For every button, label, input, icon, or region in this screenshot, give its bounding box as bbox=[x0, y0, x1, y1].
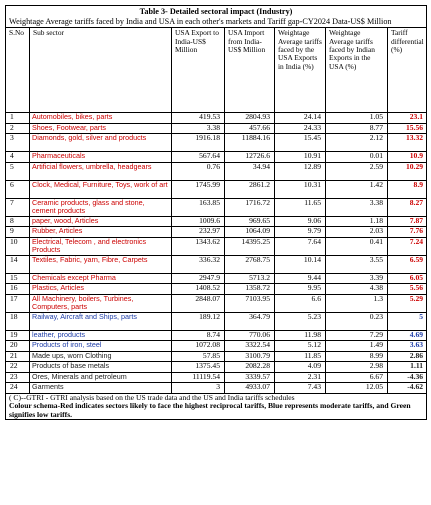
row-usa-export: 1916.18 bbox=[172, 134, 225, 152]
row-tariff-on-indian-exports: 3.39 bbox=[326, 273, 388, 284]
row-tariff-on-usa-exports: 2.31 bbox=[275, 372, 326, 383]
row-tariff-on-indian-exports: 2.03 bbox=[326, 227, 388, 238]
row-usa-import: 5713.2 bbox=[225, 273, 275, 284]
row-tariff-on-indian-exports: 0.23 bbox=[326, 312, 388, 330]
row-usa-import: 2768.75 bbox=[225, 255, 275, 273]
row-tariff-differential: 10.29 bbox=[388, 162, 427, 180]
row-sno: 14 bbox=[6, 255, 30, 273]
row-tariff-differential: 13.32 bbox=[388, 134, 427, 152]
row-usa-export: 3 bbox=[172, 383, 225, 394]
row-sub-sector: Made ups, worn Clothing bbox=[30, 351, 172, 362]
row-tariff-on-usa-exports: 24.14 bbox=[275, 113, 326, 124]
row-sno: 3 bbox=[6, 134, 30, 152]
table-row bbox=[6, 330, 427, 341]
row-tariff-differential: 5 bbox=[388, 312, 427, 330]
row-tariff-on-usa-exports: 12.89 bbox=[275, 162, 326, 180]
row-tariff-on-indian-exports: 8.99 bbox=[326, 351, 388, 362]
row-tariff-on-usa-exports: 9.79 bbox=[275, 227, 326, 238]
table-row bbox=[6, 383, 427, 394]
row-tariff-on-usa-exports: 10.31 bbox=[275, 180, 326, 198]
row-sno: 24 bbox=[6, 383, 30, 394]
row-sno: 5 bbox=[6, 162, 30, 180]
row-usa-import: 1716.72 bbox=[225, 198, 275, 216]
table-row bbox=[6, 152, 427, 163]
row-tariff-on-indian-exports: 2.98 bbox=[326, 362, 388, 373]
row-usa-export: 0.76 bbox=[172, 162, 225, 180]
row-sno: 15 bbox=[6, 273, 30, 284]
row-tariff-on-usa-exports: 10.14 bbox=[275, 255, 326, 273]
caption-row bbox=[6, 6, 427, 28]
row-sno: 1 bbox=[6, 113, 30, 124]
row-usa-export: 336.32 bbox=[172, 255, 225, 273]
row-usa-import: 2861.2 bbox=[225, 180, 275, 198]
row-tariff-differential: 2.86 bbox=[388, 351, 427, 362]
row-tariff-differential: 10.9 bbox=[388, 152, 427, 163]
table-row bbox=[6, 113, 427, 124]
sectoral-impact-table bbox=[5, 5, 427, 420]
row-tariff-on-usa-exports: 24.33 bbox=[275, 123, 326, 134]
row-tariff-on-indian-exports: 4.38 bbox=[326, 284, 388, 295]
row-tariff-on-usa-exports: 9.95 bbox=[275, 284, 326, 295]
row-usa-export: 419.53 bbox=[172, 113, 225, 124]
row-tariff-differential: 6.59 bbox=[388, 255, 427, 273]
row-tariff-on-usa-exports: 7.43 bbox=[275, 383, 326, 394]
row-sno: 21 bbox=[6, 351, 30, 362]
row-usa-export: 163.85 bbox=[172, 198, 225, 216]
header-tariff-indian-exports: Weightage Average tariffs faced by Indian Exports in the USA (%) bbox=[326, 28, 388, 113]
row-sub-sector: Rubber, Articles bbox=[30, 227, 172, 238]
row-tariff-differential: 7.24 bbox=[388, 237, 427, 255]
table-row bbox=[6, 351, 427, 362]
row-sub-sector: Clock, Medical, Furniture, Toys, work of art bbox=[30, 180, 172, 198]
row-sub-sector: All Machinery, boilers, Turbines, Computers, parts bbox=[30, 294, 172, 312]
row-sno: 4 bbox=[6, 152, 30, 163]
row-tariff-differential: 15.56 bbox=[388, 123, 427, 134]
row-tariff-on-indian-exports: 3.38 bbox=[326, 198, 388, 216]
row-usa-export: 189.12 bbox=[172, 312, 225, 330]
row-usa-import: 34.94 bbox=[225, 162, 275, 180]
row-usa-export: 11119.54 bbox=[172, 372, 225, 383]
table-caption bbox=[6, 6, 427, 28]
table-row bbox=[6, 372, 427, 383]
row-usa-import: 1358.72 bbox=[225, 284, 275, 295]
row-sub-sector: Chemicals except Pharma bbox=[30, 273, 172, 284]
row-usa-import: 969.65 bbox=[225, 216, 275, 227]
row-sub-sector: Products of iron, steel bbox=[30, 341, 172, 352]
footnote-row bbox=[6, 393, 427, 420]
row-tariff-on-indian-exports: 8.77 bbox=[326, 123, 388, 134]
row-sub-sector: Electrical, Telecom , and electronics Products bbox=[30, 237, 172, 255]
row-sno: 6 bbox=[6, 180, 30, 198]
row-usa-export: 567.64 bbox=[172, 152, 225, 163]
row-sub-sector: Textiles, Fabric, yarn, Fibre, Carpets bbox=[30, 255, 172, 273]
row-sub-sector: paper, wood, Articles bbox=[30, 216, 172, 227]
table-row bbox=[6, 134, 427, 152]
header-tariff-usa-exports: Weightage Average tariffs faced by the USA Exports in India (%) bbox=[275, 28, 326, 113]
row-tariff-differential: 7.87 bbox=[388, 216, 427, 227]
row-tariff-on-indian-exports: 6.67 bbox=[326, 372, 388, 383]
row-usa-export: 1343.62 bbox=[172, 237, 225, 255]
footnote-cell bbox=[6, 393, 427, 420]
row-tariff-on-indian-exports: 1.05 bbox=[326, 113, 388, 124]
row-tariff-on-indian-exports: 2.59 bbox=[326, 162, 388, 180]
row-usa-import: 7103.95 bbox=[225, 294, 275, 312]
header-row bbox=[6, 28, 427, 113]
row-usa-import: 2804.93 bbox=[225, 113, 275, 124]
row-tariff-on-usa-exports: 9.06 bbox=[275, 216, 326, 227]
row-usa-import: 1064.09 bbox=[225, 227, 275, 238]
row-usa-import: 3339.57 bbox=[225, 372, 275, 383]
header-usa-export: USA Export to India-US$ Million bbox=[172, 28, 225, 113]
header-sno: S.No bbox=[6, 28, 30, 113]
row-sub-sector: leather, products bbox=[30, 330, 172, 341]
row-tariff-on-indian-exports: 12.05 bbox=[326, 383, 388, 394]
colour-schema-note: Colour schema-Red indicates sectors likely to face the highest reciprocal tariffs, Blue represents moderate tariffs, and Green signifies low tariffs. bbox=[9, 401, 411, 419]
row-tariff-differential: 3.63 bbox=[388, 341, 427, 352]
row-sno: 17 bbox=[6, 294, 30, 312]
row-sno: 9 bbox=[6, 227, 30, 238]
row-sno: 19 bbox=[6, 330, 30, 341]
row-usa-export: 3.38 bbox=[172, 123, 225, 134]
row-usa-export: 57.85 bbox=[172, 351, 225, 362]
table-row bbox=[6, 273, 427, 284]
row-tariff-on-usa-exports: 5.23 bbox=[275, 312, 326, 330]
row-sub-sector: Plastics, Articles bbox=[30, 284, 172, 295]
row-tariff-on-indian-exports: 1.49 bbox=[326, 341, 388, 352]
table-row bbox=[6, 341, 427, 352]
table-row bbox=[6, 216, 427, 227]
row-usa-import: 11884.16 bbox=[225, 134, 275, 152]
row-tariff-differential: 1.11 bbox=[388, 362, 427, 373]
table-body bbox=[6, 113, 427, 394]
row-usa-import: 12726.6 bbox=[225, 152, 275, 163]
row-tariff-on-usa-exports: 4.09 bbox=[275, 362, 326, 373]
row-tariff-on-indian-exports: 1.3 bbox=[326, 294, 388, 312]
row-tariff-differential: 5.56 bbox=[388, 284, 427, 295]
header-tariff-differential: Tariff differential (%) bbox=[388, 28, 427, 113]
row-tariff-on-usa-exports: 11.98 bbox=[275, 330, 326, 341]
row-sno: 10 bbox=[6, 237, 30, 255]
row-sno: 16 bbox=[6, 284, 30, 295]
row-usa-export: 2947.9 bbox=[172, 273, 225, 284]
row-sub-sector: Diamonds, gold, silver and products bbox=[30, 134, 172, 152]
row-sub-sector: Garments bbox=[30, 383, 172, 394]
row-sub-sector: Railway, Aircraft and Ships, parts bbox=[30, 312, 172, 330]
row-tariff-on-usa-exports: 10.91 bbox=[275, 152, 326, 163]
row-tariff-differential: -4.36 bbox=[388, 372, 427, 383]
table-row bbox=[6, 162, 427, 180]
row-tariff-differential: 23.1 bbox=[388, 113, 427, 124]
table-row bbox=[6, 180, 427, 198]
row-usa-import: 457.66 bbox=[225, 123, 275, 134]
table-row bbox=[6, 294, 427, 312]
row-sno: 7 bbox=[6, 198, 30, 216]
row-sno: 22 bbox=[6, 362, 30, 373]
header-usa-import: USA Import from India-US$ Million bbox=[225, 28, 275, 113]
row-tariff-differential: 4.69 bbox=[388, 330, 427, 341]
row-usa-export: 1375.45 bbox=[172, 362, 225, 373]
table-title: Table 3- Detailed sectoral impact (Industry) bbox=[139, 7, 293, 16]
source-note: ( C)--GTRI - GTRI analysis based on the US trade data and the US and India tariffs schedules bbox=[9, 392, 295, 402]
row-tariff-on-usa-exports: 11.85 bbox=[275, 351, 326, 362]
row-usa-export: 1009.6 bbox=[172, 216, 225, 227]
row-tariff-differential: 6.05 bbox=[388, 273, 427, 284]
row-usa-import: 770.06 bbox=[225, 330, 275, 341]
row-tariff-on-usa-exports: 7.64 bbox=[275, 237, 326, 255]
row-sub-sector: Automobiles, bikes, parts bbox=[30, 113, 172, 124]
row-tariff-on-usa-exports: 6.6 bbox=[275, 294, 326, 312]
row-sub-sector: Ceramic products, glass and stone, cement products bbox=[30, 198, 172, 216]
row-sub-sector: Pharmaceuticals bbox=[30, 152, 172, 163]
row-tariff-differential: -4.62 bbox=[388, 383, 427, 394]
row-usa-import: 3322.54 bbox=[225, 341, 275, 352]
row-sub-sector: Artificial flowers, umbrella, headgears bbox=[30, 162, 172, 180]
header-sub-sector: Sub sector bbox=[30, 28, 172, 113]
row-tariff-on-indian-exports: 7.29 bbox=[326, 330, 388, 341]
row-sno: 8 bbox=[6, 216, 30, 227]
row-sub-sector: Shoes, Footwear, parts bbox=[30, 123, 172, 134]
row-sub-sector: Ores, Minerals and petroleum bbox=[30, 372, 172, 383]
table-row bbox=[6, 312, 427, 330]
row-tariff-on-indian-exports: 3.55 bbox=[326, 255, 388, 273]
row-usa-import: 364.79 bbox=[225, 312, 275, 330]
row-tariff-differential: 8.27 bbox=[388, 198, 427, 216]
row-usa-export: 232.97 bbox=[172, 227, 225, 238]
row-usa-export: 1072.08 bbox=[172, 341, 225, 352]
table-row bbox=[6, 255, 427, 273]
row-tariff-differential: 8.9 bbox=[388, 180, 427, 198]
row-tariff-on-usa-exports: 5.12 bbox=[275, 341, 326, 352]
row-tariff-on-indian-exports: 1.18 bbox=[326, 216, 388, 227]
table-row bbox=[6, 284, 427, 295]
table-container bbox=[5, 5, 426, 420]
table-row bbox=[6, 237, 427, 255]
row-usa-export: 8.74 bbox=[172, 330, 225, 341]
row-tariff-on-usa-exports: 11.65 bbox=[275, 198, 326, 216]
row-tariff-differential: 5.29 bbox=[388, 294, 427, 312]
row-sno: 2 bbox=[6, 123, 30, 134]
row-tariff-differential: 7.76 bbox=[388, 227, 427, 238]
row-usa-export: 2848.07 bbox=[172, 294, 225, 312]
table-subtitle: Weightage Average tariffs faced by India and USA in each other's markets and Tariff gap-CY2024 Data-US$ Million bbox=[9, 16, 392, 26]
row-tariff-on-indian-exports: 0.41 bbox=[326, 237, 388, 255]
row-tariff-on-usa-exports: 15.45 bbox=[275, 134, 326, 152]
row-usa-import: 14395.25 bbox=[225, 237, 275, 255]
row-sno: 23 bbox=[6, 372, 30, 383]
row-sno: 18 bbox=[6, 312, 30, 330]
row-usa-import: 3100.79 bbox=[225, 351, 275, 362]
row-sno: 20 bbox=[6, 341, 30, 352]
table-row bbox=[6, 123, 427, 134]
table-row bbox=[6, 227, 427, 238]
table-row bbox=[6, 362, 427, 373]
row-tariff-on-usa-exports: 9.44 bbox=[275, 273, 326, 284]
row-usa-export: 1745.99 bbox=[172, 180, 225, 198]
row-usa-import: 2082.28 bbox=[225, 362, 275, 373]
row-usa-import: 4933.07 bbox=[225, 383, 275, 394]
row-sub-sector: Products of base metals bbox=[30, 362, 172, 373]
row-tariff-on-indian-exports: 0.01 bbox=[326, 152, 388, 163]
table-row bbox=[6, 198, 427, 216]
row-usa-export: 1408.52 bbox=[172, 284, 225, 295]
row-tariff-on-indian-exports: 2.12 bbox=[326, 134, 388, 152]
row-tariff-on-indian-exports: 1.42 bbox=[326, 180, 388, 198]
